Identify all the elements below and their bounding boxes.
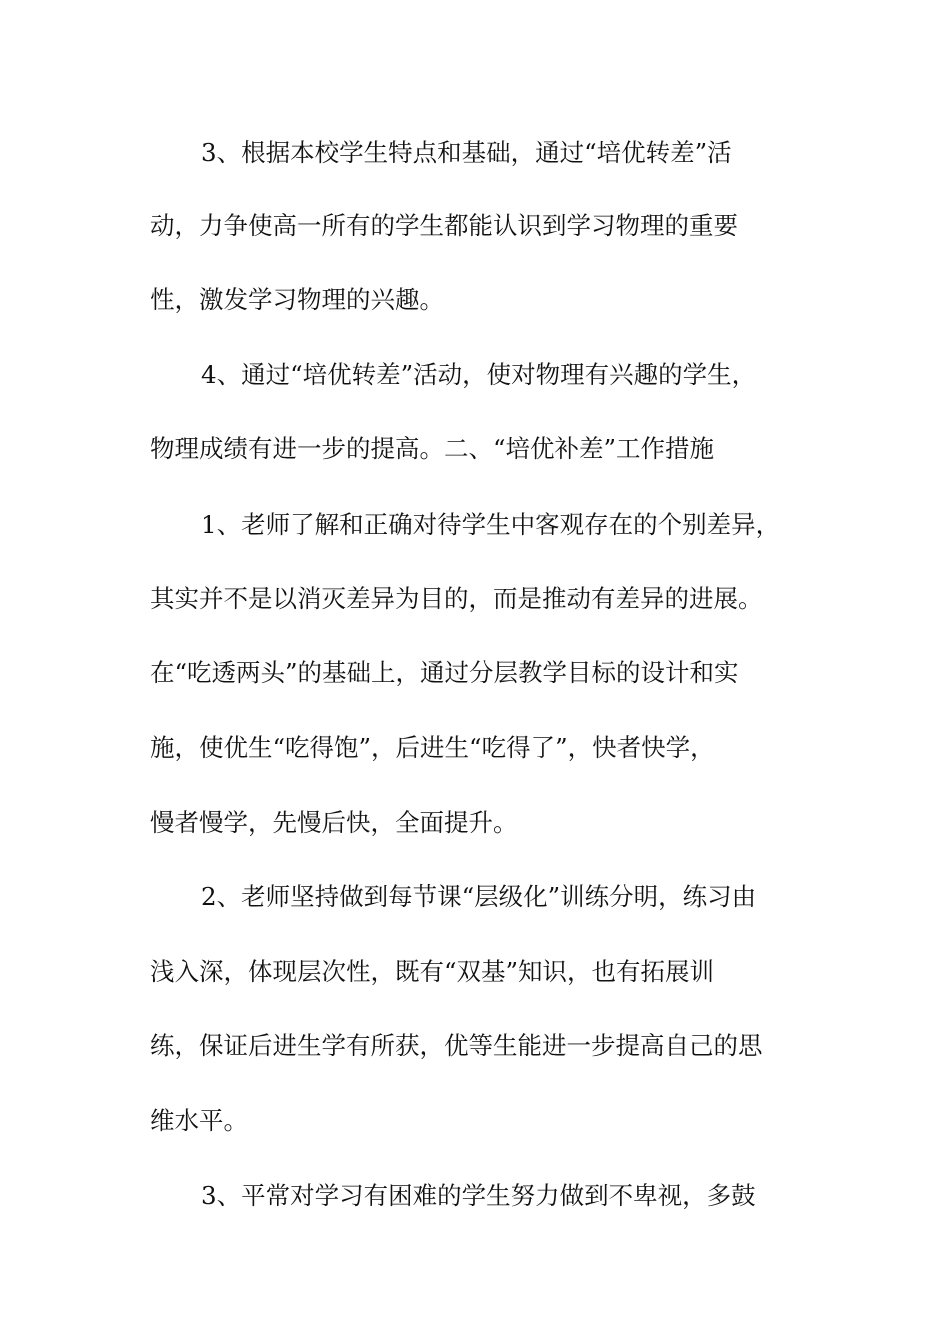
text-line: 浅入深，体现层次性，既有“双基”知识，也有拓展训	[150, 957, 715, 986]
text-line: 1、老师了解和正确对待学生中客观存在的个别差异，	[201, 510, 781, 539]
text-line: 3、根据本校学生特点和基础，通过“培优转差”活	[201, 138, 732, 167]
text-line: 物理成绩有进一步的提高。二、“培优补差”工作措施	[150, 434, 715, 463]
text-line: 施，使优生“吃得饱”，后进生“吃得了”，快者快学，	[150, 733, 715, 762]
text-line: 维水平。	[150, 1106, 248, 1135]
text-line: 4、通过“培优转差”活动，使对物理有兴趣的学生，	[201, 360, 757, 389]
text-line: 性，激发学习物理的兴趣。	[150, 285, 444, 314]
text-line: 2、老师坚持做到每节课“层级化”训练分明，练习由	[201, 882, 757, 911]
text-line: 3、平常对学习有困难的学生努力做到不卑视，多鼓	[201, 1181, 756, 1210]
text-line: 慢者慢学，先慢后快，全面提升。	[150, 808, 518, 837]
text-line: 练，保证后进生学有所获，优等生能进一步提高自己的思	[150, 1031, 763, 1060]
text-line: 其实并不是以消灭差异为目的，而是推动有差异的进展。	[150, 584, 763, 613]
text-line: 动，力争使高一所有的学生都能认识到学习物理的重要	[150, 211, 738, 240]
text-line: 在“吃透两头”的基础上，通过分层教学目标的设计和实	[150, 658, 739, 687]
